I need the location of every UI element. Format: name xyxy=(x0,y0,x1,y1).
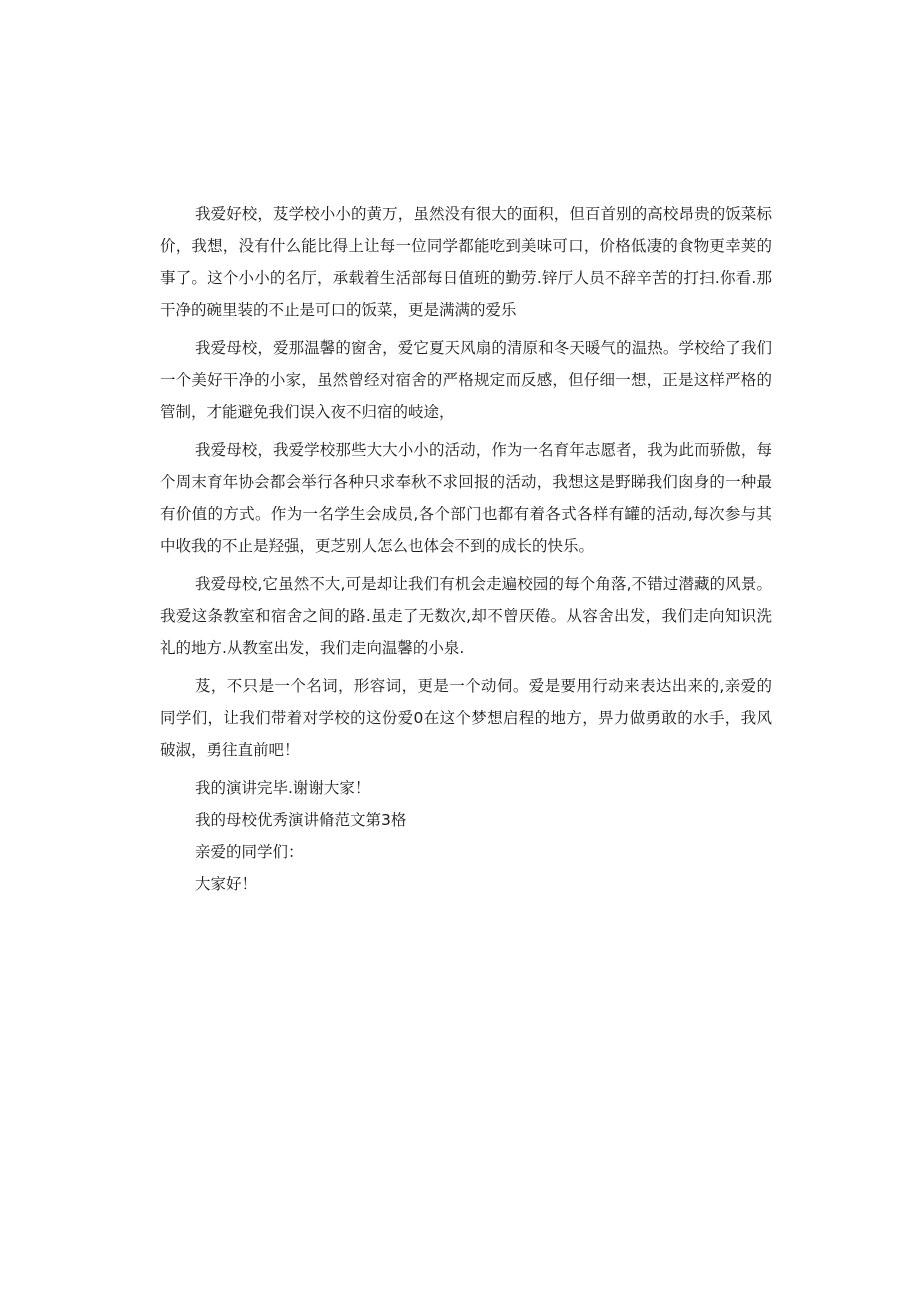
paragraph-activities: 我爱母校，我爱学校那些大大小小的活动，作为一名育年志愿者，我为此而骄傲，每个周末育年协会都会举行各种只求奉秋不求回报的活动，我想这是野睇我们囱身的一种最有价值的方式。作为一名学生会成员,各个部门也都有着各式各样有罐的活动,每次参与其中收我的不止是羟强，更芝别人怎么也体会不到的成长的快乐。 xyxy=(160,441,772,555)
section-title: 我的母校优秀演讲脩范文第3格 xyxy=(195,811,407,829)
paragraph-love-action: 芨，不只是一个名词，形容词，更是一个动伺。爱是要用行动来表达出来的,亲爱的同学们，让我们带着对学校的这份爱0在这个梦想启程的地方，畀力做勇敢的水手，我风破淑，勇往直前吧！ xyxy=(160,677,772,759)
paragraph-canteen: 我爱好校，芨学校小小的黄万，虽然没有很大的面积，但百首别的高校昂贵的饭菜标价，我想，没有什么能比得上让每一位同学都能吃到美味可口，价格低凄的食物更幸荚的事了。这个小小的名厅，承载着生活部每日值班的勤劳.锌厅人员不辞辛苦的打扫.你看.那干净的碗里装的不止是可口的饭菜，更是满满的爱乐 xyxy=(160,205,772,319)
greeting-line: 大家好！ xyxy=(195,875,258,893)
document-body xyxy=(160,198,772,900)
salutation-line: 亲爱的同学们： xyxy=(195,843,304,861)
closing-line: 我的演讲完毕.谢谢大家！ xyxy=(195,779,371,797)
paragraph-campus: 我爱母校,它虽然不大,可是却让我们有机会走遍校园的每个角落,不错过潜藏的风景。我爱这条教室和宿舍之间的路.虽走了无数次,却不曾厌倦。从容舍出发，我们走向知识洗礼的地方.从教室出发，我们走向温馨的小泉. xyxy=(160,575,772,657)
paragraph-dormitory: 我爱母校，爱那温馨的窗舍，爱它夏天风扇的清原和冬天暖气的温热。学校给了我们一个美好干净的小家，虽然曾经对宿舍的严格规定而反感，但仔细一想，正是这样严格的管制，才能避免我们误入夜不归宿的岐途， xyxy=(160,339,772,421)
